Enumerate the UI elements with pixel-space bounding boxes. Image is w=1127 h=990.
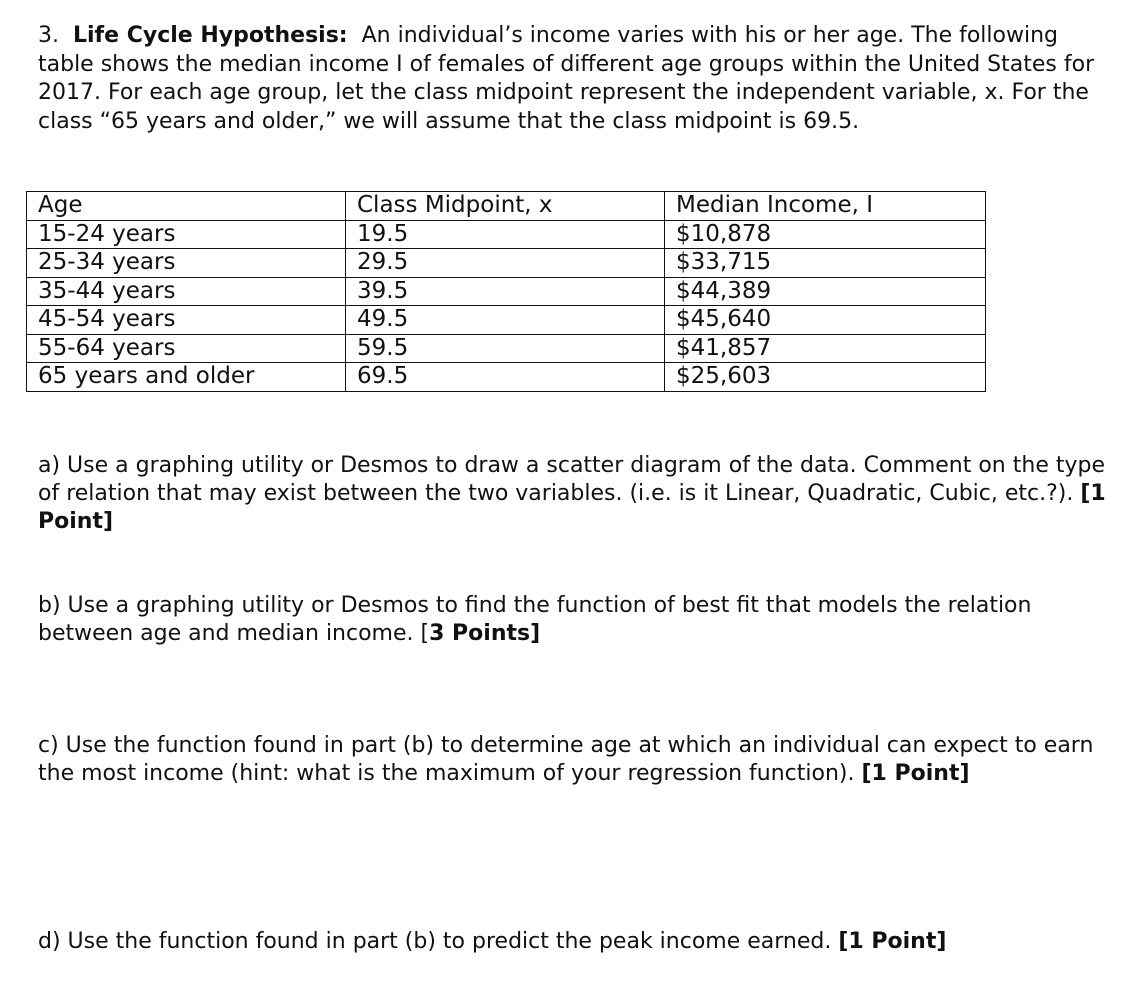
problem-statement <box>38 22 1113 136</box>
question-c-points: [1 Point] <box>861 761 970 786</box>
header-class-midpoint: Class Midpoint, x <box>346 192 665 221</box>
question-d-points: [1 Point] <box>838 929 947 954</box>
problem-number: 3. <box>38 23 59 48</box>
question-d-text: d) Use the function found in part (b) to predict the peak income earned. <box>38 929 839 954</box>
question-b <box>38 592 1118 648</box>
cell-midpoint: 59.5 <box>346 334 665 363</box>
cell-income: $45,640 <box>665 306 986 335</box>
cell-midpoint: 29.5 <box>346 249 665 278</box>
cell-age: 25-34 years <box>27 249 346 278</box>
cell-income: $44,389 <box>665 277 986 306</box>
cell-age: 15-24 years <box>27 220 346 249</box>
question-d <box>38 928 1118 956</box>
cell-midpoint: 49.5 <box>346 306 665 335</box>
cell-income: $10,878 <box>665 220 986 249</box>
header-median-income: Median Income, I <box>665 192 986 221</box>
cell-income: $41,857 <box>665 334 986 363</box>
cell-midpoint: 39.5 <box>346 277 665 306</box>
cell-income: $33,715 <box>665 249 986 278</box>
cell-age: 55-64 years <box>27 334 346 363</box>
question-b-points: 3 Points] <box>429 621 541 646</box>
table-row <box>27 334 986 363</box>
cell-income: $25,603 <box>665 363 986 392</box>
cell-age: 35-44 years <box>27 277 346 306</box>
question-c <box>38 732 1118 788</box>
table-row <box>27 363 986 392</box>
header-age: Age <box>27 192 346 221</box>
question-c-text: c) Use the function found in part (b) to determine age at which an individual can expect to earn the most income (hint: what is the maximum of your regression function). <box>38 733 1094 786</box>
table-row <box>27 306 986 335</box>
question-b-text: b) Use a graphing utility or Desmos to find the function of best fit that models the relation between age and median income. [ <box>38 593 1032 646</box>
question-a <box>38 452 1118 536</box>
cell-age: 65 years and older <box>27 363 346 392</box>
cell-age: 45-54 years <box>27 306 346 335</box>
cell-midpoint: 19.5 <box>346 220 665 249</box>
problem-title: Life Cycle Hypothesis: <box>73 23 348 48</box>
table-row <box>27 277 986 306</box>
income-table <box>26 191 986 392</box>
table-header-row <box>27 192 986 221</box>
table-row <box>27 220 986 249</box>
question-a-points: [1 Point] <box>38 481 1106 534</box>
problem-intro: An individual’s income varies with his or her age. The following table shows the median income I of females of different age groups within the United States for 2017. For each age group, let the class midpoint represent the independent variable, x. For the class “65 years and older,” we will assume that the class midpoint is 69.5. <box>38 23 1095 134</box>
question-a-text: a) Use a graphing utility or Desmos to draw a scatter diagram of the data. Comment on the type of relation that may exist between the two variables. (i.e. is it Linear, Quadratic, Cubic, etc.?). <box>38 453 1105 506</box>
table-row <box>27 249 986 278</box>
cell-midpoint: 69.5 <box>346 363 665 392</box>
